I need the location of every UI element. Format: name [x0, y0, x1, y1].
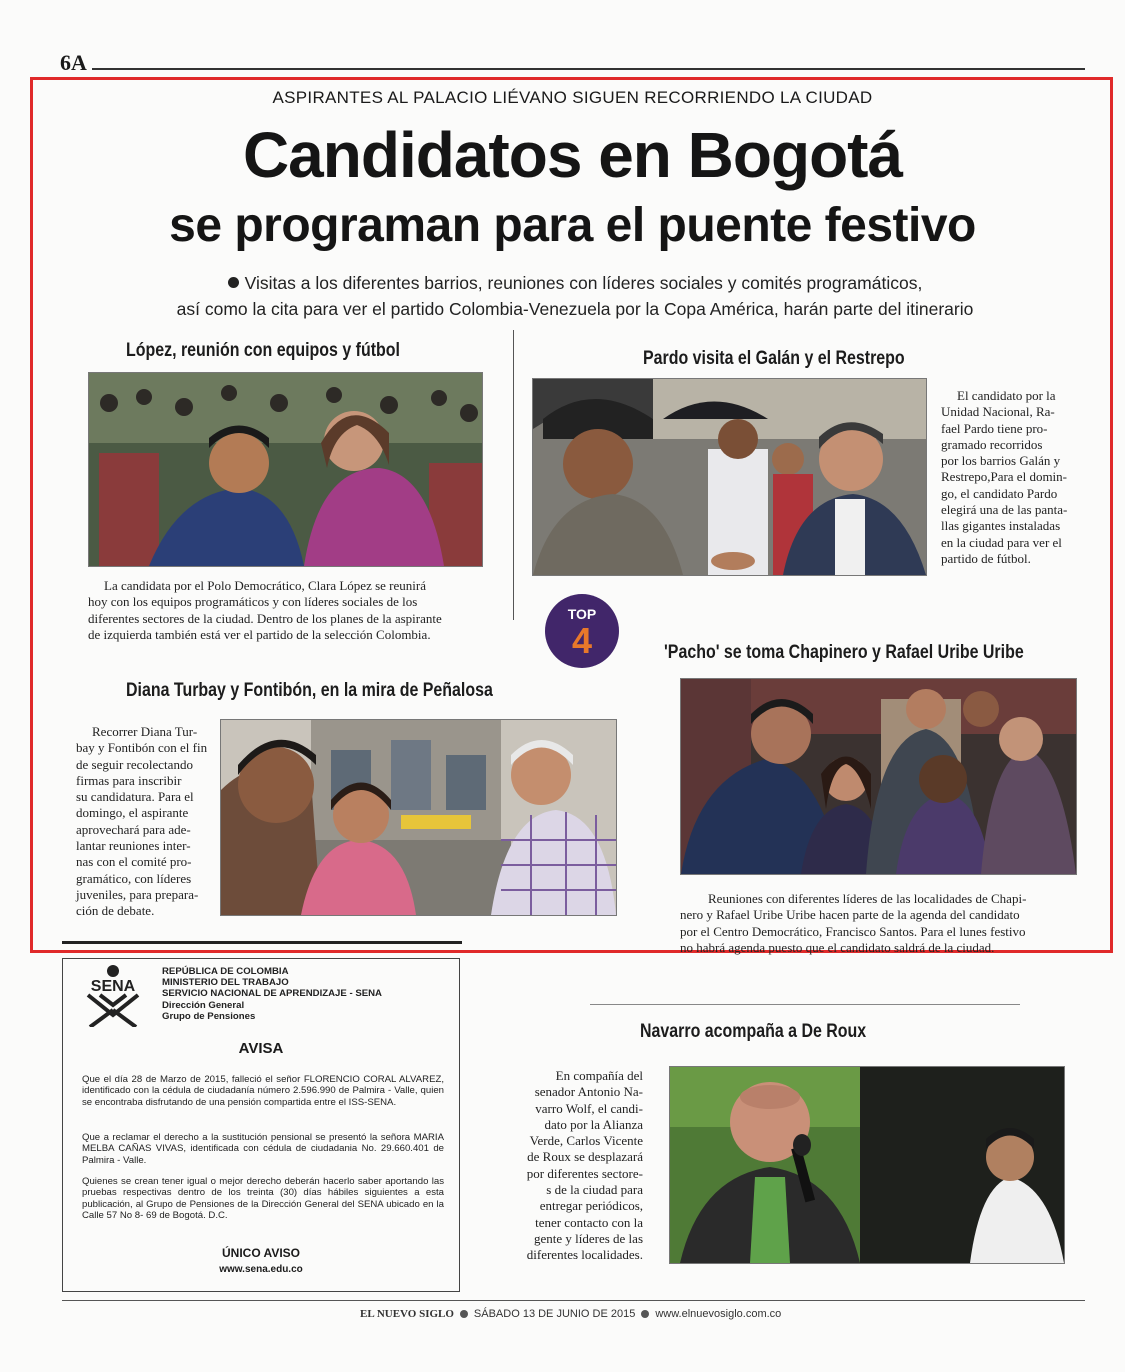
photo-pacho — [680, 678, 1077, 875]
svg-text:SENA: SENA — [90, 978, 136, 995]
ad-url: www.sena.edu.co — [219, 1264, 303, 1275]
headline: Candidatos en Bogotá — [242, 119, 903, 191]
story-body-navarro: En compañía del senador Antonio Na- varro Wolf, el candi- dato por la Alianza Verde, Carlos Vicente de Roux se desplazará por diferentes sectore- s de la ciudad para entregar periódicos, tener contacto con la gente y líderes de las diferentes localidades. — [526, 1068, 643, 1263]
story-body-pacho: Reuniones con diferentes líderes de las localidades de Chapi- nero y Rafael Uribe Uribe hacen parte de la agenda del candidato por el Centro Democrático, Francisco Santos. Para el lunes festivo no habrá agenda puesto que el candidato saldrá de la ciudad. — [680, 891, 1027, 955]
bullet-icon — [228, 277, 239, 288]
footer-date: SÁBADO 13 DE JUNIO DE 2015 — [473, 1308, 636, 1320]
kicker: ASPIRANTES AL PALACIO LIÉVANO SIGUEN RECORRIENDO LA CIUDAD — [272, 88, 873, 107]
ad-org: REPÚBLICA DE COLOMBIA MINISTERIO DEL TRABAJO SERVICIO NACIONAL DE APRENDIZAJE - SENA Dirección General Grupo de Pensiones — [162, 966, 382, 1022]
story-heading-pardo: Pardo visita el Galán y el Restrepo — [643, 348, 905, 369]
footer-dot-icon — [460, 1310, 468, 1318]
ad-paragraph-3: Quienes se crean tener igual o mejor derecho deberán hacerlo saber aportando las pruebas respectivas dentro de los treinta (30) días hábiles siguientes a esta publicación, al Grupo de Pensiones de la Dirección General del SENA ubicado en la Calle 57 No 8- 69 de Bogotá. D.C. — [82, 1176, 444, 1222]
sena-logo — [80, 965, 146, 1027]
column-divider — [513, 330, 514, 620]
photo-navarro — [669, 1066, 1065, 1264]
page-number: 6A — [60, 50, 87, 75]
footer-dot-icon — [641, 1310, 649, 1318]
photo-pardo — [532, 378, 927, 576]
ad-closing: ÚNICO AVISO — [221, 1246, 300, 1260]
ad-paragraph-2: Que a reclamar el derecho a la sustitución pensional se presentó la señora MARIA MELBA CAÑAS VIVAS, identificada con cédula de ciudadania No. 29.660.401 de Palmira - Valle. — [82, 1132, 444, 1166]
subheadline: se programan para el puente festivo — [169, 199, 976, 252]
story-body-lopez: La candidata por el Polo Democrático, Clara López se reunirá hoy con los equipos programáticos y con líderes sociales de los diferentes sectores de la ciudad. Dentro de los planes de la aspirante de izquierda también está ver el partido de la selección Colombia. — [88, 578, 442, 642]
footer-url[interactable]: www.elnuevosiglo.com.co — [655, 1308, 782, 1320]
section-rule — [590, 1004, 1020, 1005]
story-heading-navarro: Navarro acompaña a De Roux — [640, 1021, 867, 1042]
story-heading-lopez: López, reunión con equipos y fútbol — [126, 340, 400, 361]
footer-paper: EL NUEVO SIGLO — [360, 1308, 454, 1320]
footer-rule — [62, 1300, 1085, 1301]
story-body-penalosa: Recorrer Diana Tur- bay y Fontibón con el fin de seguir recolectando firmas para inscribir su candidatura. Para el domingo, el aspirante aprovechará para ade- lantar reuniones inter- nas con el comité pro- gramático, con líderes juveniles, para prepara- ción de debate. — [76, 724, 208, 919]
ad-top-rule — [62, 941, 462, 944]
photo-penalosa — [220, 719, 617, 916]
summary: Visitas a los diferentes barrios, reuniones con líderes sociales y comités programáticos, así como la cita para ver el partido Colombia-Venezuela por la Copa América, harán parte del itinerario — [176, 273, 974, 319]
story-heading-penalosa: Diana Turbay y Fontibón, en la mira de Peñalosa — [126, 680, 493, 701]
photo-lopez — [88, 372, 483, 567]
sena-logo-icon — [80, 965, 146, 1027]
top-badge: TOP 4 — [545, 594, 619, 668]
story-heading-pacho: 'Pacho' se toma Chapinero y Rafael Uribe Uribe — [664, 642, 1024, 663]
ad-title: AVISA — [238, 1040, 284, 1057]
footer — [360, 1308, 781, 1320]
ad-paragraph-1: Que el día 28 de Marzo de 2015, falleció el señor FLORENCIO CORAL ALVAREZ, identificado con la cédula de ciudadanía número 2.596.990 de Palmira - Valle, quien se encontraba disfrutando de una pensión compartida entre el ISS-SENA. — [82, 1074, 444, 1108]
top-rule — [92, 68, 1085, 70]
story-body-pardo: El candidato por la Unidad Nacional, Ra- fael Pardo tiene pro- gramado recorridos por los barrios Galán y Restrepo,Para el domin- go, el candidato Pardo elegirá una de las panta- llas gigantes instaladas en la ciudad para ver el partido de fútbol. — [941, 388, 1068, 566]
